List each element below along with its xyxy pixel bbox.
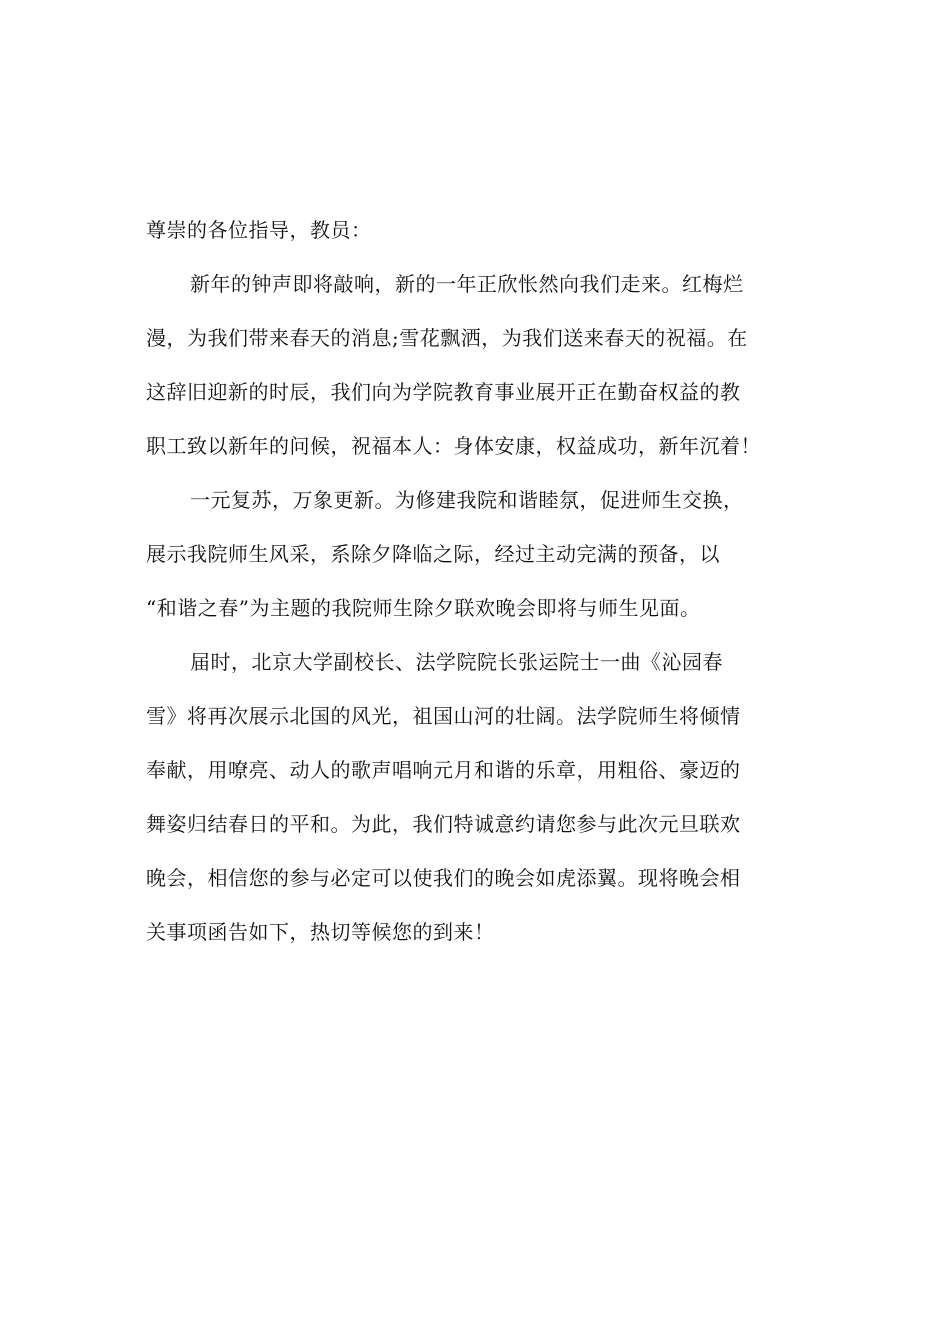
paragraph-invitation: [146, 635, 806, 959]
paragraph-line: 这辞旧迎新的时辰，我们向为学院教育事业展开正在勤奋权益的教: [146, 380, 741, 404]
paragraph-line: 届时，北京大学副校长、法学院院长张运院士一曲《沁园春: [190, 650, 723, 674]
paragraph-line: 雪》将再次展示北国的风光，祖国山河的壮阔。法学院师生将倾情: [146, 704, 741, 728]
paragraph-line: 职工致以新年的问候，祝福本人：身体安康，权益成功，新年沉着！: [146, 434, 761, 458]
paragraph-line: 展示我院师生风采，系除夕降临之际，经过主动完满的预备，以: [146, 542, 720, 566]
paragraph-line: 奉献，用嘹亮、动人的歌声唱响元月和谐的乐章，用粗俗、豪迈的: [146, 758, 741, 782]
paragraph-line: 漫，为我们带来春天的消息;雪花飘洒，为我们送来春天的祝福。在: [146, 326, 748, 350]
paragraph-line: 关事项函告如下，热切等候您的到来！: [146, 920, 495, 944]
paragraph-line: 晚会，相信您的参与必定可以使我们的晚会如虎添翼。现将晚会相: [146, 866, 741, 890]
paragraph-line: “和谐之春”为主题的我院师生除夕联欢晚会即将与师生见面。: [146, 596, 701, 620]
paragraph-line: 新年的钟声即将敲响，新的一年正欣怅然向我们走来。红梅烂: [190, 272, 744, 296]
letter-body: [146, 203, 806, 959]
paragraph-line: 舞姿归结春日的平和。为此，我们特诚意约请您参与此次元旦联欢: [146, 812, 741, 836]
paragraph-event-intro: [146, 473, 806, 635]
salutation: 尊崇的各位指导，教员：: [146, 218, 372, 242]
paragraph-line: 一元复苏，万象更新。为修建我院和谐睦氛，促进师生交换，: [190, 488, 744, 512]
paragraph-greeting: [146, 257, 806, 473]
